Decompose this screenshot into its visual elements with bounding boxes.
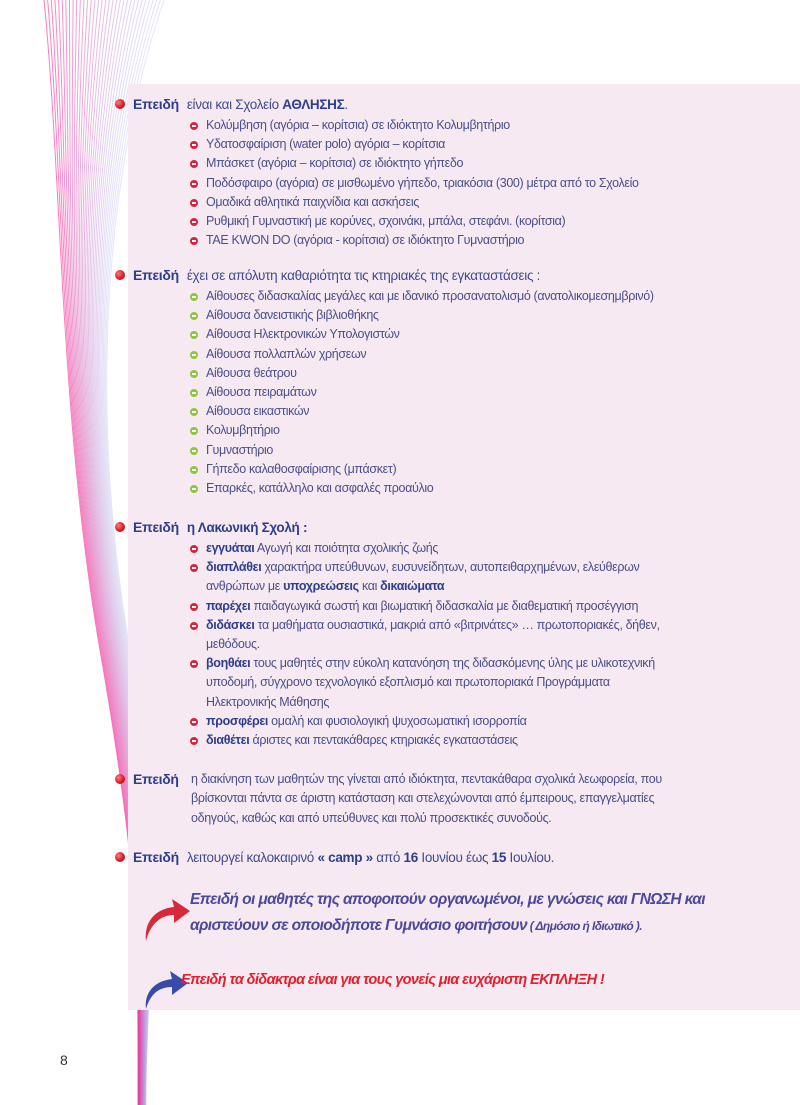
item-lead: προσφέρει [206,713,269,728]
keyword: Επειδή [133,771,179,787]
item-text: παιδαγωγικά σωστή και βιωματική διδασκαλία με διαθεματική προσέγγιση [250,598,639,613]
item-text: Αίθουσα πολλαπλών χρήσεων [206,346,367,361]
list-item [190,154,783,173]
red-bullet-icon [190,141,198,149]
list-item [190,231,783,250]
camp-text: λειτουργεί καλοκαιρινό [186,850,318,865]
paragraph-line: βρίσκονται πάντα σε άριστη κατάσταση και στελεχώνονται από έμπειρους, επαγγελματίες [191,791,655,806]
red-bullet-icon [190,622,198,630]
item-text: Αγωγή και ποιότητα σχολικής ζωής [254,541,439,555]
section-heading [113,266,783,285]
list-item [190,212,783,231]
green-bullet-icon [190,447,198,455]
intro-text: είναι και Σχολείο [186,97,283,112]
item-text: Γήπεδο καλαθοσφαίρισης (μπάσκετ) [206,461,397,476]
item-text: άριστες και πεντακάθαρες κτηριακές εγκαταστάσεις [249,733,518,748]
red-bullet-icon [115,522,125,532]
list-item [190,193,783,212]
section-camp [113,848,783,867]
page-number: 8 [60,1052,68,1068]
item-text-line2: υποδομή, σύγχρονο τεχνολογικό εξοπλισμό και πρωτοποριακά Προγράμματα [206,675,610,690]
paragraph-line: η διακίνηση των μαθητών της γίνεται από ιδιόκτητα, πεντακάθαρα σχολικά λεωφορεία, που [191,772,662,786]
item-text: Αίθουσες διδασκαλίας μεγάλες και με ιδανικό προσανατολισμό (ανατολικομεσημβρινό) [206,289,654,303]
item-lead: εγγυάται [206,541,255,555]
qualities-list [190,539,783,750]
camp-text: Ιουλίου. [506,850,555,865]
green-bullet-icon [190,312,198,320]
camp-end-day: 15 [491,850,507,865]
item-text: Αίθουσα θεάτρου [206,365,297,380]
list-item [190,287,783,306]
intro-text: έχει σε απόλυτη καθαριότητα τις κτηριακές της εγκαταστάσεις : [186,268,541,283]
callout-graduates [190,887,705,939]
section-heading [113,518,783,537]
section-school-qualities [113,518,783,750]
item-text: χαρακτήρα υπεύθυνων, ευσυνείδητων, αυτοπειθαρχημένων, ελεύθερων [261,560,640,575]
list-item [190,383,783,402]
section-heading [113,770,783,828]
green-bullet-icon [190,408,198,416]
intro-end: . [344,97,348,112]
green-bullet-icon [190,351,198,359]
red-bullet-icon [115,852,125,862]
green-bullet-icon [190,389,198,397]
callout-note: ( Δημόσιο ή Ιδιωτικό ). [526,919,642,933]
item-text: τους μαθητές στην εύκολη κατανόηση της διδασκόμενης ύλης με υλικοτεχνική [250,656,655,671]
keyword: Επειδή [133,267,179,283]
item-lead: διαπλάθει [206,560,262,575]
section-heading [113,95,783,114]
item-lead: διαθέτει [206,733,250,748]
item-text-line2: μεθόδους. [206,637,260,652]
intro-text: η Λακωνική Σχολή : [186,520,308,535]
list-item [190,558,783,596]
red-bullet-icon [190,218,198,226]
section-heading [113,848,783,867]
callout-tuition [181,972,604,988]
list-item [190,325,783,344]
list-item [190,731,783,750]
item-bold-word: υποχρεώσεις [283,579,359,594]
red-bullet-icon [190,718,198,726]
callout-line: Επειδή τα δίδακτρα είναι για τους γονείς μια ευχάριστη ΕΚΠΛΗΞΗ ! [181,972,605,988]
callout-line: αριστεύουν σε οποιοδήποτε Γυμνάσιο φοιτήσουν [190,917,527,934]
list-item [190,479,783,498]
list-item [190,654,783,712]
item-text: Αίθουσα Ηλεκτρονικών Υπολογιστών [206,327,400,342]
red-bullet-icon [115,99,125,109]
red-bullet-icon [190,564,198,572]
curved-arrow-icon [140,893,192,945]
item-lead: βοηθάει [206,656,251,671]
item-text: Αίθουσα δανειστικής βιβλιοθήκης [206,308,379,323]
item-text: Μπάσκετ (αγόρια – κορίτσια) σε ιδιόκτητο γήπεδο [206,156,464,171]
item-text: Κολύμβηση (αγόρια – κορίτσια) σε ιδιόκτητο Κολυμβητήριο [206,118,510,132]
item-text: Ρυθμική Γυμναστική με κορύνες, σχοινάκι, μπάλα, στεφάνι. (κορίτσια) [206,214,566,229]
facilities-list [190,287,783,498]
athletics-list [190,116,783,250]
item-text-line3: Ηλεκτρονικής Μάθησης [206,694,330,709]
keyword: Επειδή [133,849,179,865]
item-text: Ποδόσφαιρο (αγόρια) σε μισθωμένο γήπεδο, τριακόσια (300) μέτρα από το Σχολείο [206,175,639,190]
red-bullet-icon [190,603,198,611]
list-item [190,116,783,135]
item-lead: παρέχει [206,598,251,613]
camp-name: « camp » [317,850,373,865]
camp-text: Ιουνίου έως [417,850,492,865]
list-item [190,712,783,731]
item-text: Υδατοσφαίριση (water polo) αγόρια – κορίτσια [206,137,446,152]
red-bullet-icon [115,270,125,280]
section-transport [113,770,783,828]
list-item [190,174,783,193]
paragraph-line: οδηγούς, καθώς και από υπεύθυνες και πολύ προσεκτικές συνοδούς. [191,810,552,825]
red-bullet-icon [190,660,198,668]
item-text: Ομαδικά αθλητικά παιχνίδια και ασκήσεις [206,194,419,209]
list-item [190,402,783,421]
red-bullet-icon [190,180,198,188]
item-lead: διδάσκει [206,617,255,632]
list-item [190,616,783,654]
keyword: Επειδή [133,96,179,112]
camp-text: από [372,850,404,865]
item-text: TAE KWON DO (αγόρια - κορίτσια) σε ιδιόκτητο Γυμναστήριο [206,233,525,248]
green-bullet-icon [190,293,198,301]
red-bullet-icon [115,774,125,784]
green-bullet-icon [190,331,198,339]
list-item [190,421,783,440]
red-bullet-icon [190,122,198,130]
item-text-line2: ανθρώπων με [206,579,284,594]
red-bullet-icon [190,199,198,207]
camp-start-day: 16 [403,850,418,865]
item-text: Επαρκές, κατάλληλο και ασφαλές προαύλιο [206,481,434,496]
list-item [190,539,783,558]
red-bullet-icon [190,737,198,745]
list-item [190,597,783,616]
list-item [190,364,783,383]
callout-line: Επειδή οι μαθητές της αποφοιτούν οργανωμένοι, με γνώσεις και ΓΝΩΣΗ και [190,891,705,908]
item-text: ομαλή και φυσιολογική ψυχοσωματική ισορροπία [268,713,527,728]
green-bullet-icon [190,485,198,493]
green-bullet-icon [190,427,198,435]
item-text: Κολυμβητήριο [206,423,280,438]
list-item [190,306,783,325]
item-text: Γυμναστήριο [206,442,273,457]
intro-bold: ΑΘΛΗΣΗΣ [282,97,345,112]
item-text: Αίθουσα εικαστικών [206,404,310,419]
section-athletics [113,95,783,250]
list-item [190,441,783,460]
list-item [190,460,783,479]
green-bullet-icon [190,466,198,474]
item-text-mid: και [358,579,381,594]
red-bullet-icon [190,545,198,553]
red-bullet-icon [190,237,198,245]
red-bullet-icon [190,160,198,168]
item-text: τα μαθήματα ουσιαστικά, μακριά από «βιτρινάτες» … πρωτοποριακές, δήθεν, [254,617,660,632]
section-facilities [113,266,783,498]
item-bold-word: δικαιώματα [380,579,445,594]
list-item [190,345,783,364]
item-text: Αίθουσα πειραμάτων [206,385,317,400]
list-item [190,135,783,154]
keyword: Επειδή [133,519,179,535]
green-bullet-icon [190,370,198,378]
